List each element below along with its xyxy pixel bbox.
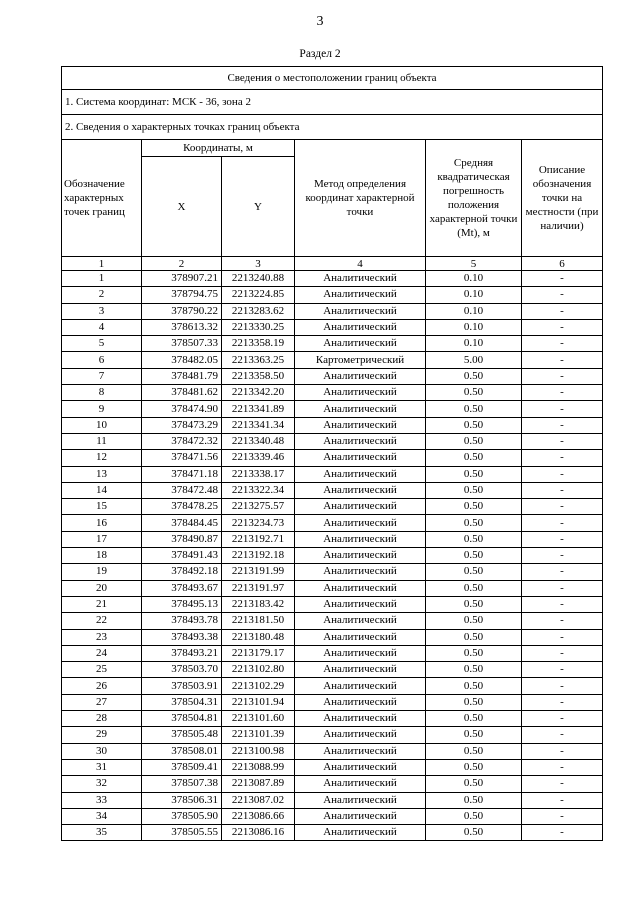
table-title: Сведения о местоположении границ объекта	[62, 67, 603, 90]
table-row	[62, 825, 603, 841]
accuracy-cell: 0.50	[426, 368, 522, 384]
table-row	[62, 662, 603, 678]
y-coordinate-cell: 2213087.89	[222, 776, 295, 792]
point-number-cell: 24	[62, 645, 142, 661]
method-cell: Аналитический	[295, 808, 426, 824]
description-cell: -	[522, 336, 603, 352]
point-number-cell: 33	[62, 792, 142, 808]
table-row	[62, 613, 603, 629]
accuracy-cell: 0.50	[426, 531, 522, 547]
description-cell: -	[522, 743, 603, 759]
method-cell: Аналитический	[295, 515, 426, 531]
table-row	[62, 303, 603, 319]
y-coordinate-cell: 2213340.48	[222, 433, 295, 449]
x-coordinate-cell: 378481.62	[142, 385, 222, 401]
y-coordinate-cell: 2213224.85	[222, 287, 295, 303]
x-coordinate-cell: 378490.87	[142, 531, 222, 547]
accuracy-cell: 0.50	[426, 385, 522, 401]
description-cell: -	[522, 596, 603, 612]
header-point-label: Обозначение характерных точек границ	[62, 140, 142, 257]
method-cell: Аналитический	[295, 613, 426, 629]
y-coordinate-cell: 2213087.02	[222, 792, 295, 808]
y-coordinate-cell: 2213101.39	[222, 727, 295, 743]
description-cell: -	[522, 792, 603, 808]
method-cell: Аналитический	[295, 548, 426, 564]
table-row	[62, 466, 603, 482]
point-number-cell: 4	[62, 319, 142, 335]
y-coordinate-cell: 2213086.66	[222, 808, 295, 824]
x-coordinate-cell: 378508.01	[142, 743, 222, 759]
point-number-cell: 21	[62, 596, 142, 612]
method-cell: Аналитический	[295, 433, 426, 449]
method-cell: Аналитический	[295, 466, 426, 482]
x-coordinate-cell: 378505.90	[142, 808, 222, 824]
x-coordinate-cell: 378471.56	[142, 450, 222, 466]
column-number: 6	[522, 257, 603, 271]
point-number-cell: 29	[62, 727, 142, 743]
y-coordinate-cell: 2213191.97	[222, 580, 295, 596]
method-cell: Аналитический	[295, 319, 426, 335]
y-coordinate-cell: 2213102.29	[222, 678, 295, 694]
y-coordinate-cell: 2213102.80	[222, 662, 295, 678]
point-number-cell: 10	[62, 417, 142, 433]
point-number-cell: 19	[62, 564, 142, 580]
column-number: 1	[62, 257, 142, 271]
table-row	[62, 792, 603, 808]
accuracy-cell: 0.50	[426, 548, 522, 564]
description-cell: -	[522, 287, 603, 303]
description-cell: -	[522, 776, 603, 792]
y-coordinate-cell: 2213101.94	[222, 694, 295, 710]
x-coordinate-cell: 378495.13	[142, 596, 222, 612]
x-coordinate-cell: 378493.67	[142, 580, 222, 596]
table-row	[62, 596, 603, 612]
accuracy-cell: 0.50	[426, 401, 522, 417]
x-coordinate-cell: 378505.48	[142, 727, 222, 743]
table-row	[62, 759, 603, 775]
y-coordinate-cell: 2213234.73	[222, 515, 295, 531]
y-coordinate-cell: 2213342.20	[222, 385, 295, 401]
accuracy-cell: 5.00	[426, 352, 522, 368]
method-cell: Аналитический	[295, 727, 426, 743]
section-title: Раздел 2	[299, 48, 341, 60]
table-row	[62, 694, 603, 710]
x-coordinate-cell: 378472.48	[142, 482, 222, 498]
table-row	[62, 433, 603, 449]
accuracy-cell: 0.50	[426, 662, 522, 678]
point-number-cell: 28	[62, 711, 142, 727]
accuracy-cell: 0.50	[426, 808, 522, 824]
y-coordinate-cell: 2213341.34	[222, 417, 295, 433]
y-coordinate-cell: 2213181.50	[222, 613, 295, 629]
points-heading: 2. Сведения о характерных точках границ объекта	[62, 115, 603, 140]
table-row	[62, 629, 603, 645]
method-cell: Аналитический	[295, 417, 426, 433]
table-row	[62, 450, 603, 466]
method-cell: Аналитический	[295, 678, 426, 694]
point-number-cell: 25	[62, 662, 142, 678]
method-cell: Аналитический	[295, 271, 426, 287]
method-cell: Аналитический	[295, 287, 426, 303]
accuracy-cell: 0.50	[426, 678, 522, 694]
table-row	[62, 776, 603, 792]
accuracy-cell: 0.50	[426, 417, 522, 433]
x-coordinate-cell: 378613.32	[142, 319, 222, 335]
table-row	[62, 352, 603, 368]
point-number-cell: 3	[62, 303, 142, 319]
accuracy-cell: 0.50	[426, 482, 522, 498]
description-cell: -	[522, 352, 603, 368]
description-cell: -	[522, 515, 603, 531]
header-x: X	[142, 157, 222, 257]
point-number-cell: 18	[62, 548, 142, 564]
table-row	[62, 531, 603, 547]
description-cell: -	[522, 580, 603, 596]
method-cell: Аналитический	[295, 759, 426, 775]
method-cell: Аналитический	[295, 711, 426, 727]
header-method: Метод определения координат характерной точки	[295, 140, 426, 257]
column-number: 3	[222, 257, 295, 271]
method-cell: Аналитический	[295, 776, 426, 792]
point-number-cell: 15	[62, 499, 142, 515]
description-cell: -	[522, 417, 603, 433]
accuracy-cell: 0.50	[426, 433, 522, 449]
point-number-cell: 35	[62, 825, 142, 841]
accuracy-cell: 0.10	[426, 287, 522, 303]
point-number-cell: 9	[62, 401, 142, 417]
column-number: 5	[426, 257, 522, 271]
accuracy-cell: 0.50	[426, 515, 522, 531]
y-coordinate-cell: 2213100.98	[222, 743, 295, 759]
x-coordinate-cell: 378473.29	[142, 417, 222, 433]
method-cell: Аналитический	[295, 645, 426, 661]
description-cell: -	[522, 303, 603, 319]
table-row	[62, 499, 603, 515]
accuracy-cell: 0.50	[426, 759, 522, 775]
table-row	[62, 482, 603, 498]
accuracy-cell: 0.50	[426, 629, 522, 645]
point-number-cell: 30	[62, 743, 142, 759]
header-y: Y	[222, 157, 295, 257]
table-row	[62, 336, 603, 352]
y-coordinate-cell: 2213088.99	[222, 759, 295, 775]
point-number-cell: 13	[62, 466, 142, 482]
y-coordinate-cell: 2213183.42	[222, 596, 295, 612]
description-cell: -	[522, 319, 603, 335]
description-cell: -	[522, 711, 603, 727]
column-number: 2	[142, 257, 222, 271]
table-row	[62, 401, 603, 417]
description-cell: -	[522, 825, 603, 841]
description-cell: -	[522, 727, 603, 743]
accuracy-cell: 0.50	[426, 711, 522, 727]
method-cell: Аналитический	[295, 694, 426, 710]
x-coordinate-cell: 378478.25	[142, 499, 222, 515]
method-cell: Аналитический	[295, 450, 426, 466]
y-coordinate-cell: 2213330.25	[222, 319, 295, 335]
x-coordinate-cell: 378482.05	[142, 352, 222, 368]
y-coordinate-cell: 2213101.60	[222, 711, 295, 727]
method-cell: Аналитический	[295, 401, 426, 417]
page-number: 3	[316, 14, 324, 29]
x-coordinate-cell: 378493.21	[142, 645, 222, 661]
table-row	[62, 564, 603, 580]
method-cell: Аналитический	[295, 564, 426, 580]
y-coordinate-cell: 2213086.16	[222, 825, 295, 841]
accuracy-cell: 0.50	[426, 792, 522, 808]
accuracy-cell: 0.50	[426, 825, 522, 841]
table-row	[62, 548, 603, 564]
y-coordinate-cell: 2213179.17	[222, 645, 295, 661]
column-number: 4	[295, 257, 426, 271]
x-coordinate-cell: 378504.81	[142, 711, 222, 727]
method-cell: Аналитический	[295, 336, 426, 352]
y-coordinate-cell: 2213341.89	[222, 401, 295, 417]
description-cell: -	[522, 450, 603, 466]
description-cell: -	[522, 613, 603, 629]
method-cell: Аналитический	[295, 743, 426, 759]
point-number-cell: 22	[62, 613, 142, 629]
y-coordinate-cell: 2213338.17	[222, 466, 295, 482]
description-cell: -	[522, 662, 603, 678]
table-row	[62, 743, 603, 759]
x-coordinate-cell: 378484.45	[142, 515, 222, 531]
x-coordinate-cell: 378503.91	[142, 678, 222, 694]
table-row	[62, 417, 603, 433]
point-number-cell: 7	[62, 368, 142, 384]
x-coordinate-cell: 378790.22	[142, 303, 222, 319]
x-coordinate-cell: 378474.90	[142, 401, 222, 417]
x-coordinate-cell: 378472.32	[142, 433, 222, 449]
y-coordinate-cell: 2213283.62	[222, 303, 295, 319]
x-coordinate-cell: 378491.43	[142, 548, 222, 564]
description-cell: -	[522, 629, 603, 645]
description-cell: -	[522, 531, 603, 547]
table-row	[62, 808, 603, 824]
description-cell: -	[522, 499, 603, 515]
table-row	[62, 727, 603, 743]
point-number-cell: 5	[62, 336, 142, 352]
y-coordinate-cell: 2213191.99	[222, 564, 295, 580]
y-coordinate-cell: 2213275.57	[222, 499, 295, 515]
accuracy-cell: 0.50	[426, 743, 522, 759]
accuracy-cell: 0.50	[426, 450, 522, 466]
point-number-cell: 6	[62, 352, 142, 368]
description-cell: -	[522, 808, 603, 824]
table-row	[62, 645, 603, 661]
point-number-cell: 31	[62, 759, 142, 775]
accuracy-cell: 0.10	[426, 319, 522, 335]
description-cell: -	[522, 759, 603, 775]
accuracy-cell: 0.50	[426, 613, 522, 629]
y-coordinate-cell: 2213240.88	[222, 271, 295, 287]
table-row	[62, 271, 603, 287]
point-number-cell: 32	[62, 776, 142, 792]
method-cell: Аналитический	[295, 499, 426, 515]
x-coordinate-cell: 378504.31	[142, 694, 222, 710]
method-cell: Аналитический	[295, 825, 426, 841]
table-row	[62, 319, 603, 335]
point-number-cell: 27	[62, 694, 142, 710]
y-coordinate-cell: 2213363.25	[222, 352, 295, 368]
method-cell: Аналитический	[295, 303, 426, 319]
header-description: Описание обозначения точки на местности (при наличии)	[522, 140, 603, 257]
coordinate-system: 1. Система координат: МСК - 36, зона 2	[62, 90, 603, 115]
method-cell: Аналитический	[295, 385, 426, 401]
point-number-cell: 2	[62, 287, 142, 303]
point-number-cell: 11	[62, 433, 142, 449]
accuracy-cell: 0.50	[426, 776, 522, 792]
table-row	[62, 368, 603, 384]
point-number-cell: 12	[62, 450, 142, 466]
accuracy-cell: 0.50	[426, 580, 522, 596]
y-coordinate-cell: 2213358.50	[222, 368, 295, 384]
method-cell: Картометрический	[295, 352, 426, 368]
accuracy-cell: 0.50	[426, 694, 522, 710]
table-row	[62, 711, 603, 727]
accuracy-cell: 0.50	[426, 727, 522, 743]
x-coordinate-cell: 378509.41	[142, 759, 222, 775]
x-coordinate-cell: 378493.78	[142, 613, 222, 629]
point-number-cell: 23	[62, 629, 142, 645]
x-coordinate-cell: 378794.75	[142, 287, 222, 303]
method-cell: Аналитический	[295, 662, 426, 678]
accuracy-cell: 0.10	[426, 303, 522, 319]
accuracy-cell: 0.50	[426, 564, 522, 580]
table-row	[62, 678, 603, 694]
description-cell: -	[522, 645, 603, 661]
x-coordinate-cell: 378507.38	[142, 776, 222, 792]
x-coordinate-cell: 378503.70	[142, 662, 222, 678]
y-coordinate-cell: 2213180.48	[222, 629, 295, 645]
header-accuracy: Средняя квадратическая погрешность положения характерной точки (Mt), м	[426, 140, 522, 257]
description-cell: -	[522, 482, 603, 498]
method-cell: Аналитический	[295, 629, 426, 645]
description-cell: -	[522, 548, 603, 564]
point-number-cell: 8	[62, 385, 142, 401]
y-coordinate-cell: 2213192.18	[222, 548, 295, 564]
description-cell: -	[522, 678, 603, 694]
accuracy-cell: 0.50	[426, 499, 522, 515]
x-coordinate-cell: 378505.55	[142, 825, 222, 841]
accuracy-cell: 0.50	[426, 596, 522, 612]
accuracy-cell: 0.10	[426, 271, 522, 287]
method-cell: Аналитический	[295, 792, 426, 808]
description-cell: -	[522, 694, 603, 710]
y-coordinate-cell: 2213192.71	[222, 531, 295, 547]
description-cell: -	[522, 466, 603, 482]
x-coordinate-cell: 378493.38	[142, 629, 222, 645]
y-coordinate-cell: 2213322.34	[222, 482, 295, 498]
boundary-points-table	[61, 66, 603, 841]
table-row	[62, 515, 603, 531]
method-cell: Аналитический	[295, 482, 426, 498]
x-coordinate-cell: 378481.79	[142, 368, 222, 384]
description-cell: -	[522, 401, 603, 417]
description-cell: -	[522, 564, 603, 580]
description-cell: -	[522, 433, 603, 449]
table-row	[62, 287, 603, 303]
description-cell: -	[522, 368, 603, 384]
header-coordinates: Координаты, м	[142, 140, 295, 157]
x-coordinate-cell: 378507.33	[142, 336, 222, 352]
accuracy-cell: 0.50	[426, 466, 522, 482]
point-number-cell: 14	[62, 482, 142, 498]
accuracy-cell: 0.50	[426, 645, 522, 661]
description-cell: -	[522, 271, 603, 287]
point-number-cell: 34	[62, 808, 142, 824]
accuracy-cell: 0.10	[426, 336, 522, 352]
point-number-cell: 1	[62, 271, 142, 287]
method-cell: Аналитический	[295, 596, 426, 612]
x-coordinate-cell: 378506.31	[142, 792, 222, 808]
method-cell: Аналитический	[295, 368, 426, 384]
point-number-cell: 20	[62, 580, 142, 596]
x-coordinate-cell: 378492.18	[142, 564, 222, 580]
point-number-cell: 16	[62, 515, 142, 531]
method-cell: Аналитический	[295, 531, 426, 547]
point-number-cell: 26	[62, 678, 142, 694]
y-coordinate-cell: 2213339.46	[222, 450, 295, 466]
method-cell: Аналитический	[295, 580, 426, 596]
y-coordinate-cell: 2213358.19	[222, 336, 295, 352]
description-cell: -	[522, 385, 603, 401]
x-coordinate-cell: 378907.21	[142, 271, 222, 287]
x-coordinate-cell: 378471.18	[142, 466, 222, 482]
table-row	[62, 580, 603, 596]
table-row	[62, 385, 603, 401]
point-number-cell: 17	[62, 531, 142, 547]
